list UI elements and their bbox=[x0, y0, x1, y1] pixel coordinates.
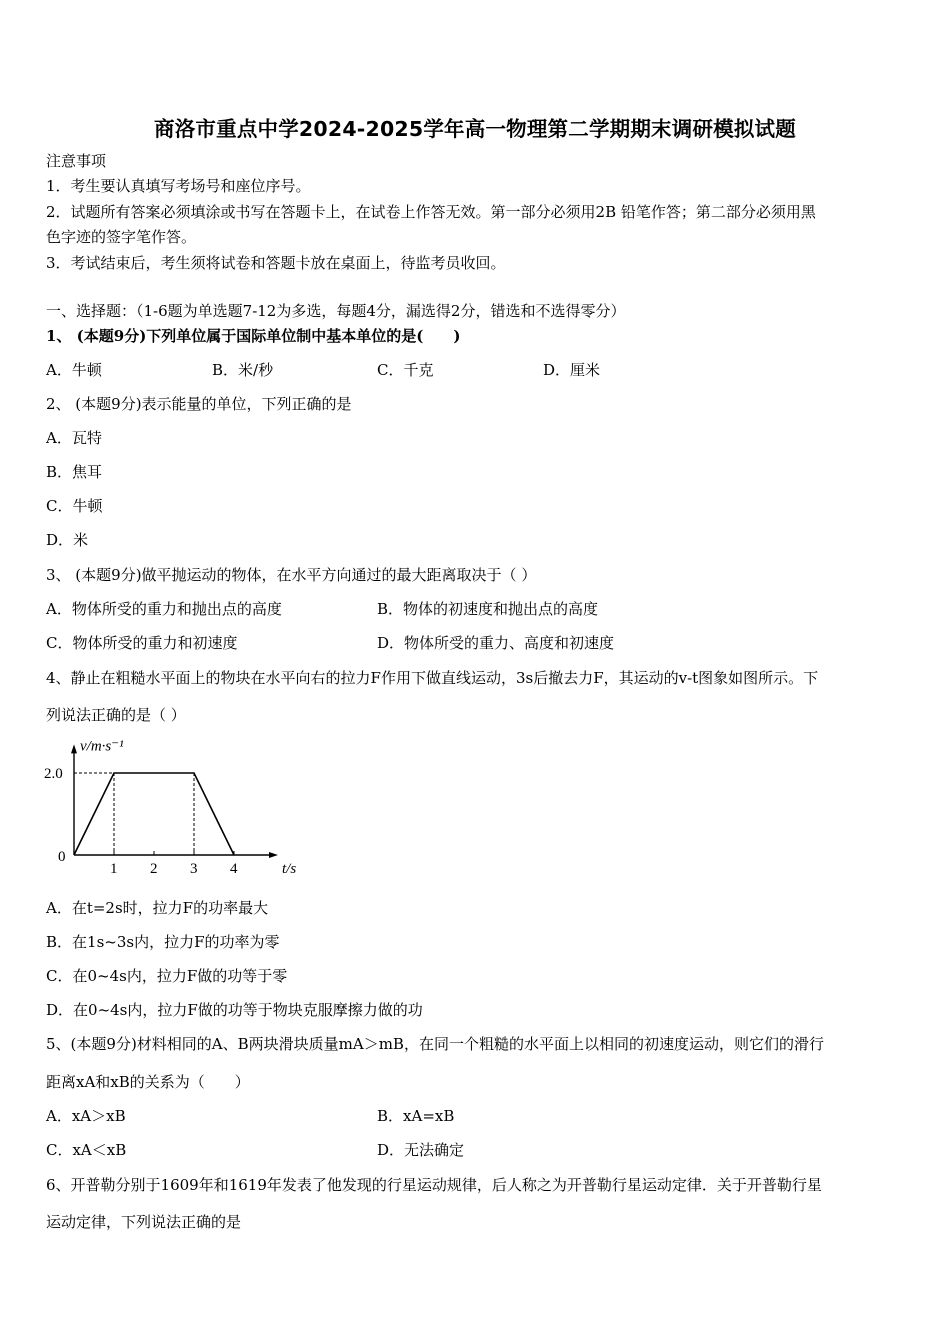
x-tick-label-1: 1 bbox=[110, 861, 118, 877]
question-3-stem: 3、 (本题9分)做平抛运动的物体，在水平方向通过的最大距离取决于（ ） bbox=[46, 566, 537, 584]
x-tick-label-2: 2 bbox=[150, 861, 158, 877]
question-1-stem: 1、 (本题9分)下列单位属于国际单位制中基本单位的是( ) bbox=[46, 327, 461, 345]
q1-option-b: B．米/秒 bbox=[212, 361, 274, 379]
question-5-stem-cont: 距离xA和xB的关系为（ ） bbox=[46, 1073, 250, 1091]
q4-option-c: C．在0~4s内，拉力F做的功等于零 bbox=[46, 967, 288, 985]
question-6-stem: 6、开普勒分别于1609年和1619年发表了他发现的行星运动规律，后人称之为开普勒行星运动定律．关于开普勒行星 bbox=[46, 1176, 822, 1194]
q5-option-d: D．无法确定 bbox=[377, 1141, 465, 1159]
x-axis-arrow bbox=[269, 852, 278, 858]
origin-label: 0 bbox=[58, 849, 66, 865]
page-title: 商洛市重点中学2024-2025学年高一物理第二学期期末调研模拟试题 bbox=[154, 117, 796, 141]
y-tick-label: 2.0 bbox=[44, 766, 63, 782]
q2-option-d: D．米 bbox=[46, 531, 89, 549]
question-4-stem: 4、静止在粗糙水平面上的物块在水平向右的拉力F作用下做直线运动，3s后撤去力F，其运动的v-t图象如图所示。下 bbox=[46, 669, 819, 687]
q5-option-c: C．xA＜xB bbox=[46, 1141, 127, 1159]
notice-heading: 注意事项 bbox=[46, 152, 107, 170]
q5-option-a: A．xA＞xB bbox=[46, 1107, 126, 1125]
y-axis-arrow bbox=[71, 744, 77, 753]
velocity-series-line bbox=[74, 773, 234, 855]
x-tick-label-4: 4 bbox=[230, 861, 238, 877]
notice-item-2: 2．试题所有答案必须填涂或书写在答题卡上，在试卷上作答无效。第一部分必须用2B 铅笔作答；第二部分必须用黑 bbox=[46, 203, 816, 221]
q4-option-b: B．在1s~3s内，拉力F的功率为零 bbox=[46, 933, 280, 951]
q3-option-a: A．物体所受的重力和抛出点的高度 bbox=[46, 600, 282, 618]
notice-item-1: 1．考生要认真填写考场号和座位序号。 bbox=[46, 177, 311, 195]
q2-option-c: C．牛顿 bbox=[46, 497, 103, 515]
question-2-stem: 2、 (本题9分)表示能量的单位，下列正确的是 bbox=[46, 395, 352, 413]
q5-option-b: B．xA=xB bbox=[377, 1107, 455, 1125]
q1-option-a: A．牛顿 bbox=[46, 361, 102, 379]
q2-option-a: A．瓦特 bbox=[46, 429, 102, 447]
q4-option-a: A．在t=2s时，拉力F的功率最大 bbox=[46, 899, 269, 917]
x-axis-label: t/s bbox=[282, 861, 297, 877]
q3-option-c: C．物体所受的重力和初速度 bbox=[46, 634, 238, 652]
q2-option-b: B．焦耳 bbox=[46, 463, 103, 481]
question-6-stem-cont: 运动定律，下列说法正确的是 bbox=[46, 1213, 242, 1231]
question-5-stem: 5、(本题9分)材料相同的A、B两块滑块质量mA＞mB，在同一个粗糙的水平面上以相同的初速度运动，则它们的滑行 bbox=[46, 1035, 824, 1053]
question-4-stem-cont: 列说法正确的是（ ） bbox=[46, 706, 186, 724]
vt-graph bbox=[42, 730, 302, 880]
x-tick-label-3: 3 bbox=[190, 861, 198, 877]
q1-option-c: C．千克 bbox=[377, 361, 434, 379]
notice-item-3: 3．考试结束后，考生须将试卷和答题卡放在桌面上，待监考员收回。 bbox=[46, 254, 506, 272]
q4-option-d: D．在0~4s内，拉力F做的功等于物块克服摩擦力做的功 bbox=[46, 1001, 423, 1019]
y-axis-label: v/m·s⁻¹ bbox=[80, 738, 124, 755]
notice-item-2-cont: 色字迹的签字笔作答。 bbox=[46, 228, 197, 246]
q1-option-d: D．厘米 bbox=[543, 361, 601, 379]
section-heading: 一、选择题：（1-6题为单选题7-12为多选，每题4分，漏选得2分，错选和不选得零分） bbox=[46, 302, 626, 320]
q3-option-b: B．物体的初速度和抛出点的高度 bbox=[377, 600, 599, 618]
q3-option-d: D．物体所受的重力、高度和初速度 bbox=[377, 634, 615, 652]
